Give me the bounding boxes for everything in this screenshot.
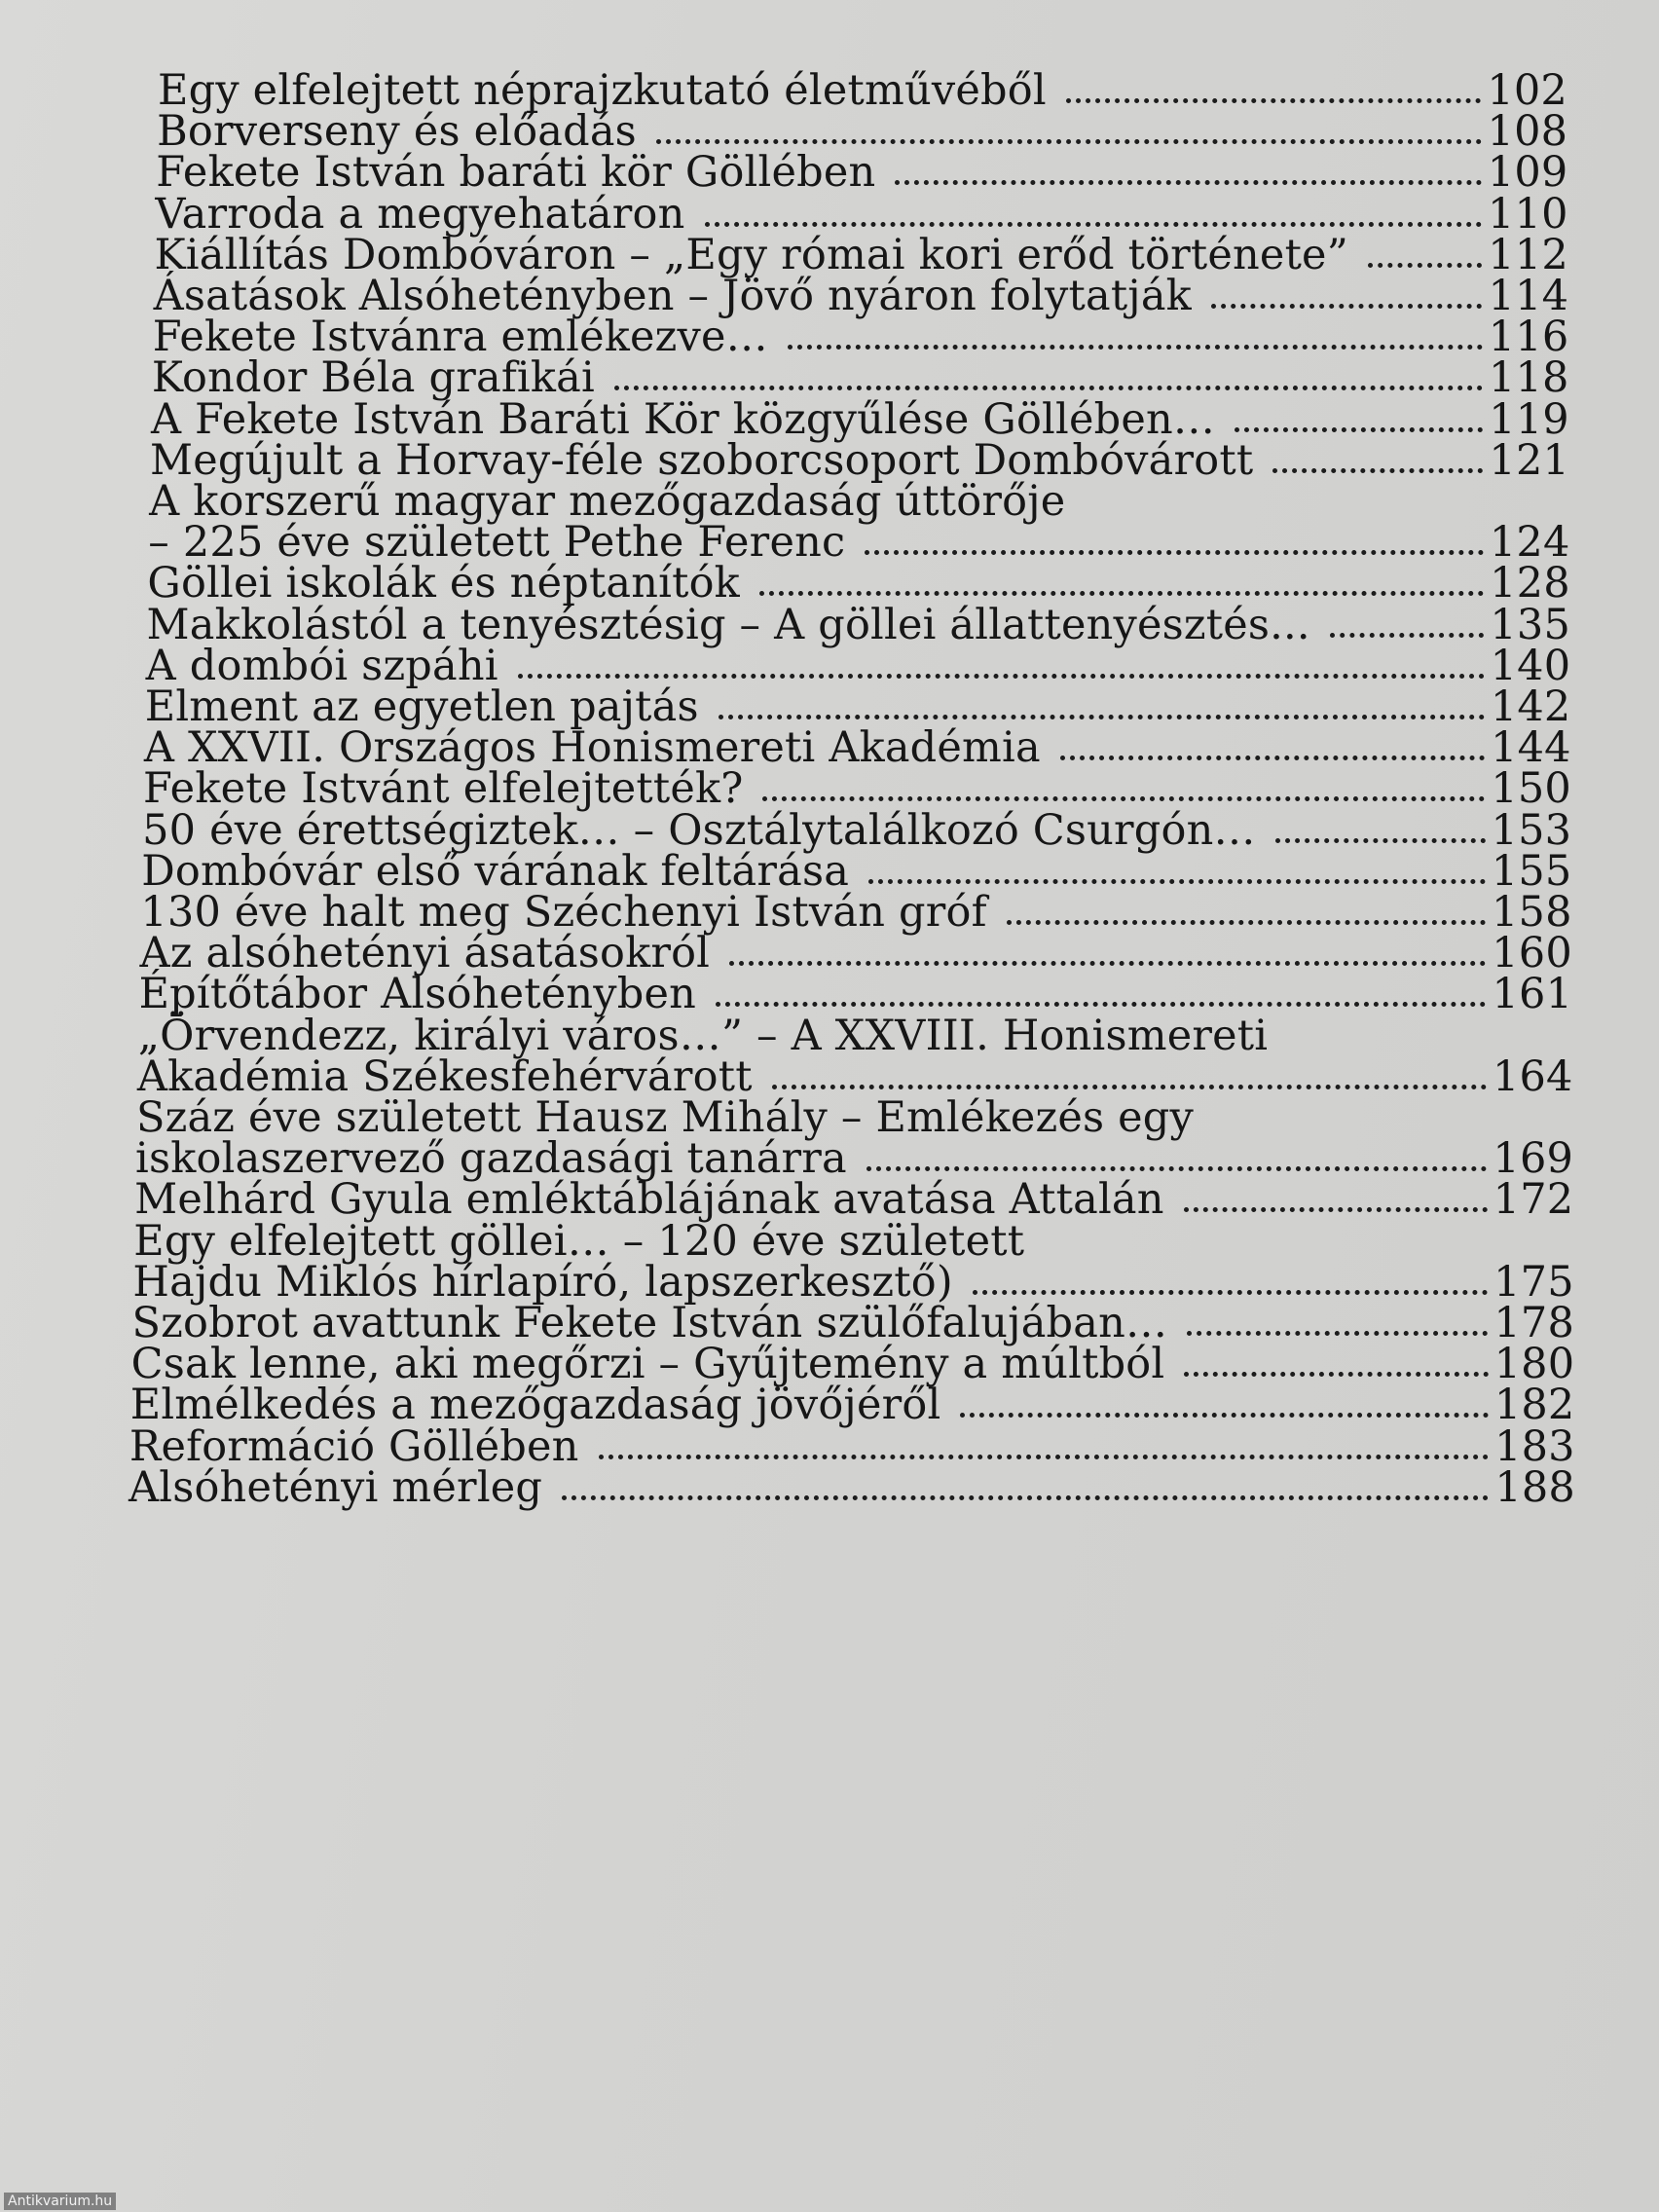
toc-entry-page-number: 178 (1493, 1299, 1575, 1347)
toc-entry-page-number: 119 (1489, 394, 1569, 444)
toc-entry-page-number: 128 (1490, 559, 1570, 608)
toc-entry-page-number: 110 (1488, 189, 1568, 239)
toc-entry-title: 130 éve halt meg Széchenyi István gróf (140, 888, 987, 937)
toc-entry-title: Borverseny és előadás (157, 107, 637, 157)
toc-entry-page-number: 182 (1493, 1381, 1575, 1430)
toc-entry-title: Ásatások Alsóhetényben – Jövő nyáron folytatják (153, 272, 1192, 320)
toc-entry-title: iskolaszervező gazdasági tanárra (135, 1134, 847, 1184)
toc-entry-page-number: 169 (1493, 1134, 1574, 1184)
toc-entry-title: A XXVII. Országos Honismereti Akadémia (143, 723, 1041, 773)
toc-entry-title: Dombóvár első várának feltárása (141, 846, 850, 896)
watermark: Antikvarium.hu (4, 2193, 116, 2210)
toc-entry-title: Alsóhetényi mérleg (129, 1462, 543, 1512)
toc-entry-title: Hajdu Miklós hírlapíró, lapszerkesztő) (132, 1257, 953, 1307)
toc-entry-page-number: 150 (1491, 764, 1571, 814)
toc-entry-page-number: 188 (1494, 1462, 1575, 1512)
toc-entry-page-number: 161 (1492, 970, 1573, 1019)
toc-entry-page-number: 164 (1492, 1051, 1573, 1101)
toc-entry-page-number: 135 (1490, 600, 1571, 649)
toc-entry-page-number: 108 (1487, 107, 1568, 157)
toc-entry-page-number: 109 (1487, 148, 1568, 198)
toc-entry-title: Makkolástól a tenyésztésig – A göllei állattenyésztés... (146, 600, 1310, 649)
toc-entry-title: Melhárd Gyula emléktáblájának avatása Attalán (134, 1175, 1164, 1225)
toc-entry-page-number: 142 (1490, 682, 1571, 731)
toc-entry-page-number: 140 (1490, 641, 1571, 690)
toc-entry-page-number: 118 (1488, 353, 1569, 403)
toc-entry-title: Elmélkedés a mezőgazdaság jövőjéről (129, 1381, 941, 1430)
toc-entry-page-number: 180 (1493, 1340, 1575, 1389)
toc-entry-title: A Fekete István Baráti Kör közgyűlése Göllében… (150, 394, 1216, 444)
toc-entry-page-number: 155 (1491, 846, 1572, 896)
toc-entry-title: 50 éve érettségiztek… – Osztálytalálkozó Csurgón… (142, 805, 1256, 855)
toc-entry-page-number: 114 (1488, 272, 1569, 320)
toc-entry-title: Akadémia Székesfehérvárott (136, 1051, 753, 1101)
toc-entry-title: Száz éve született Hausz Mihály – Emlékezés egy (135, 1093, 1195, 1142)
toc-entry-page-number: 102 (1487, 66, 1567, 115)
toc-entry-title: Kondor Béla grafikái (151, 353, 595, 403)
toc-entry-title: Megújult a Horvay-féle szoborcsoport Dombóvárott (150, 435, 1254, 485)
toc-entry-page-number: 112 (1488, 230, 1568, 279)
toc-entry (129, 1457, 1575, 1512)
toc-entry-title: A korszerű magyar mezőgazdaság úttörője (149, 477, 1066, 526)
toc-entry-page-number: 172 (1493, 1175, 1574, 1225)
toc-entry-title: – 225 éve született Pethe Ferenc (148, 518, 846, 568)
toc-entry-title: Fekete István baráti kör Göllében (156, 148, 876, 198)
toc-entry-page-number: 160 (1492, 929, 1572, 978)
toc-entry-title: Csak lenne, aki megőrzi – Gyűjtemény a múltból (130, 1340, 1165, 1389)
toc-entry-title: Elment az egyetlen pajtás (144, 682, 699, 731)
toc-entry-page-number: 124 (1489, 518, 1570, 568)
toc-entry-title: Az alsóhetényi ásatásokról (139, 929, 711, 978)
toc-entry-title: Építőtábor Alsóhetényben (138, 970, 697, 1019)
toc-entry-title: Szobrot avattunk Fekete István szülőfalujában… (131, 1299, 1168, 1347)
toc-entry-title: „Örvendezz, királyi város…” – A XXVIII. Honismereti (137, 1011, 1269, 1060)
toc-entry-title: Kiállítás Dombóváron – „Egy római kori erőd története” (154, 230, 1348, 279)
toc-entry-title: Göllei iskolák és néptanítók (147, 559, 740, 608)
toc-entry-title: Egy elfelejtett göllei… – 120 éve született (133, 1216, 1025, 1266)
toc-entry-title: Reformáció Göllében (129, 1421, 579, 1471)
toc-entry-title: A dombói szpáhi (145, 641, 498, 690)
toc-entry-title: Fekete Istvánt elfelejtették? (143, 764, 744, 814)
toc-entry-title: Varroda a megyehatáron (155, 189, 685, 239)
toc-entry-page-number: 121 (1489, 435, 1570, 485)
toc-entry-title: Fekete Istvánra emlékezve… (152, 313, 768, 362)
toc-entry-page-number: 175 (1493, 1257, 1574, 1307)
toc-entry-page-number: 144 (1491, 723, 1571, 773)
dot-leader (562, 1463, 1489, 1512)
toc-entry-title: Egy elfelejtett néprajzkutató életművéből (158, 66, 1047, 115)
toc-entry-page-number: 183 (1494, 1421, 1575, 1471)
toc-entry-page-number: 153 (1491, 805, 1572, 855)
toc-entry-page-number: 116 (1488, 313, 1569, 362)
toc-entry-page-number: 158 (1492, 888, 1572, 937)
